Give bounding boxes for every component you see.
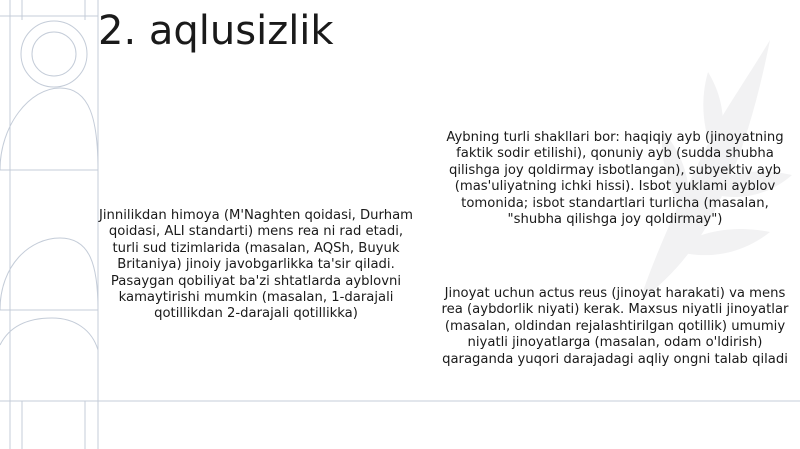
slide-title: 2. aqlusizlik [98,8,334,54]
left-paragraph: Jinnilikdan himoya (M'Naghten qoidasi, Durham qoidasi, ALI standarti) mens rea ni rad etadi, turli sud tizimlarida (masalan, AQSh, Buyuk Britaniya) jinoiy javobgarlikka ta'sir qiladi. Pasaygan qobiliyat ba'zi shtatlarda ayblovni kamaytirishi mumkin (masalan, 1-darajali qotillikdan 2-darajali qotillikka) [98,208,414,322]
right-top-paragraph: Aybning turli shakllari bor: haqiqiy ayb (jinoyatning faktik sodir etilishi), qonuniy ayb (sudda shubha qilishga joy qoldirmay isbotlangan), subyektiv ayb (mas'uliyatning ichki hissi). Isbot yuklami ayblov tomonida; isbot standartlari turlicha (masalan, "shubha qilishga joy qoldirmay") [446,130,784,228]
right-bottom-paragraph: Jinoyat uchun actus reus (jinoyat harakati) va mens rea (aybdorlik niyati) kerak. Maxsus niyatli jinoyatlar (masalan, oldindan rejalashtirilgan qotillik) umumiy niyatli jinoyatlarga (masalan, odam o'ldirish) qaraganda yuqori darajadagi aqliy ongni talab qiladi [441,286,789,367]
